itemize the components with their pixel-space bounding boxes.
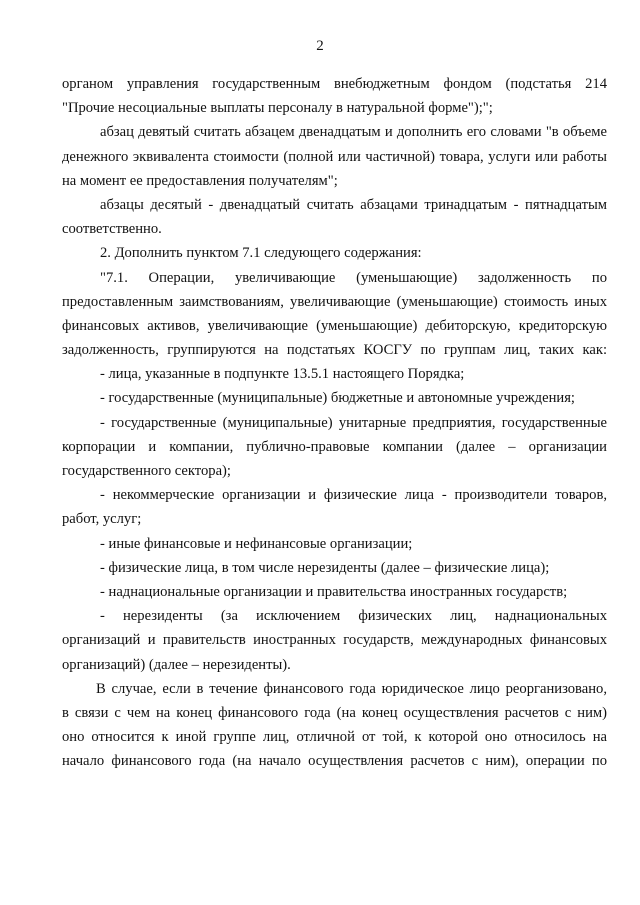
text-line: абзац девятый считать абзацем двенадцатым и дополнить его словами "в объеме xyxy=(100,124,607,141)
text-line: предоставленным заимствованиям, увеличивающие (уменьшающие) стоимость иных xyxy=(62,293,607,310)
text-line: - государственные (муниципальные) бюджетные и автономные учреждения; xyxy=(100,390,575,407)
text-line: - нерезиденты (за исключением физических лиц, наднациональных xyxy=(100,608,607,625)
text-line: начало финансового года (на начало осуществления расчетов с ним), операции по xyxy=(62,753,607,770)
text-line: организаций) (далее – нерезиденты). xyxy=(62,656,291,673)
text-line: органом управления государственным внебюджетным фондом (подстатья 214 xyxy=(62,76,607,92)
text-line: "Прочие несоциальные выплаты персоналу в натуральной форме");"; xyxy=(62,100,493,117)
text-line: - иные финансовые и нефинансовые организации; xyxy=(100,535,413,552)
text-line: - физические лица, в том числе нерезиденты (далее – физические лица); xyxy=(100,559,550,576)
text-line: соответственно. xyxy=(62,221,162,238)
text-line: денежного эквивалента стоимости (полной или частичной) товара, услуги или работы xyxy=(62,148,607,165)
text-line: финансовых активов, увеличивающие (уменьшающие) дебиторскую, кредиторскую xyxy=(62,317,607,334)
text-line: на момент ее предоставления получателям"; xyxy=(62,172,338,189)
text-line: оно относится к иной группе лиц, отличной от той, к которой оно относилось на xyxy=(62,729,607,746)
page-number: 2 xyxy=(316,38,324,54)
text-line: корпорации и компании, публично-правовые компании (далее – организации xyxy=(62,438,607,455)
text-line: задолженность, группируются на подстатьях КОСГУ по группам лиц, таких как: xyxy=(62,342,607,359)
text-line: абзацы десятый - двенадцатый считать абзацами тринадцатым - пятнадцатым xyxy=(100,196,607,213)
text-line: "7.1. Операции, увеличивающие (уменьшающие) задолженность по xyxy=(100,269,607,286)
text-line: государственного сектора); xyxy=(62,463,231,479)
text-line: - лица, указанные в подпункте 13.5.1 настоящего Порядка; xyxy=(100,366,465,383)
text-line: в связи с чем на конец финансового года (на конец осуществления расчетов с ним) xyxy=(62,704,607,721)
text-line: 2. Дополнить пунктом 7.1 следующего содержания: xyxy=(100,245,422,262)
text-line: - некоммерческие организации и физические лица - производители товаров, xyxy=(100,487,607,504)
text-line: работ, услуг; xyxy=(62,511,142,528)
text-line: - наднациональные организации и правительства иностранных государств; xyxy=(100,583,568,600)
text-line: - государственные (муниципальные) унитарные предприятия, государственные xyxy=(100,414,607,431)
text-line: организаций и правительств иностранных государств, международных финансовых xyxy=(62,632,607,649)
document-body xyxy=(62,72,607,773)
text-line: В случае, если в течение финансового года юридическое лицо реорганизовано, xyxy=(96,680,607,697)
